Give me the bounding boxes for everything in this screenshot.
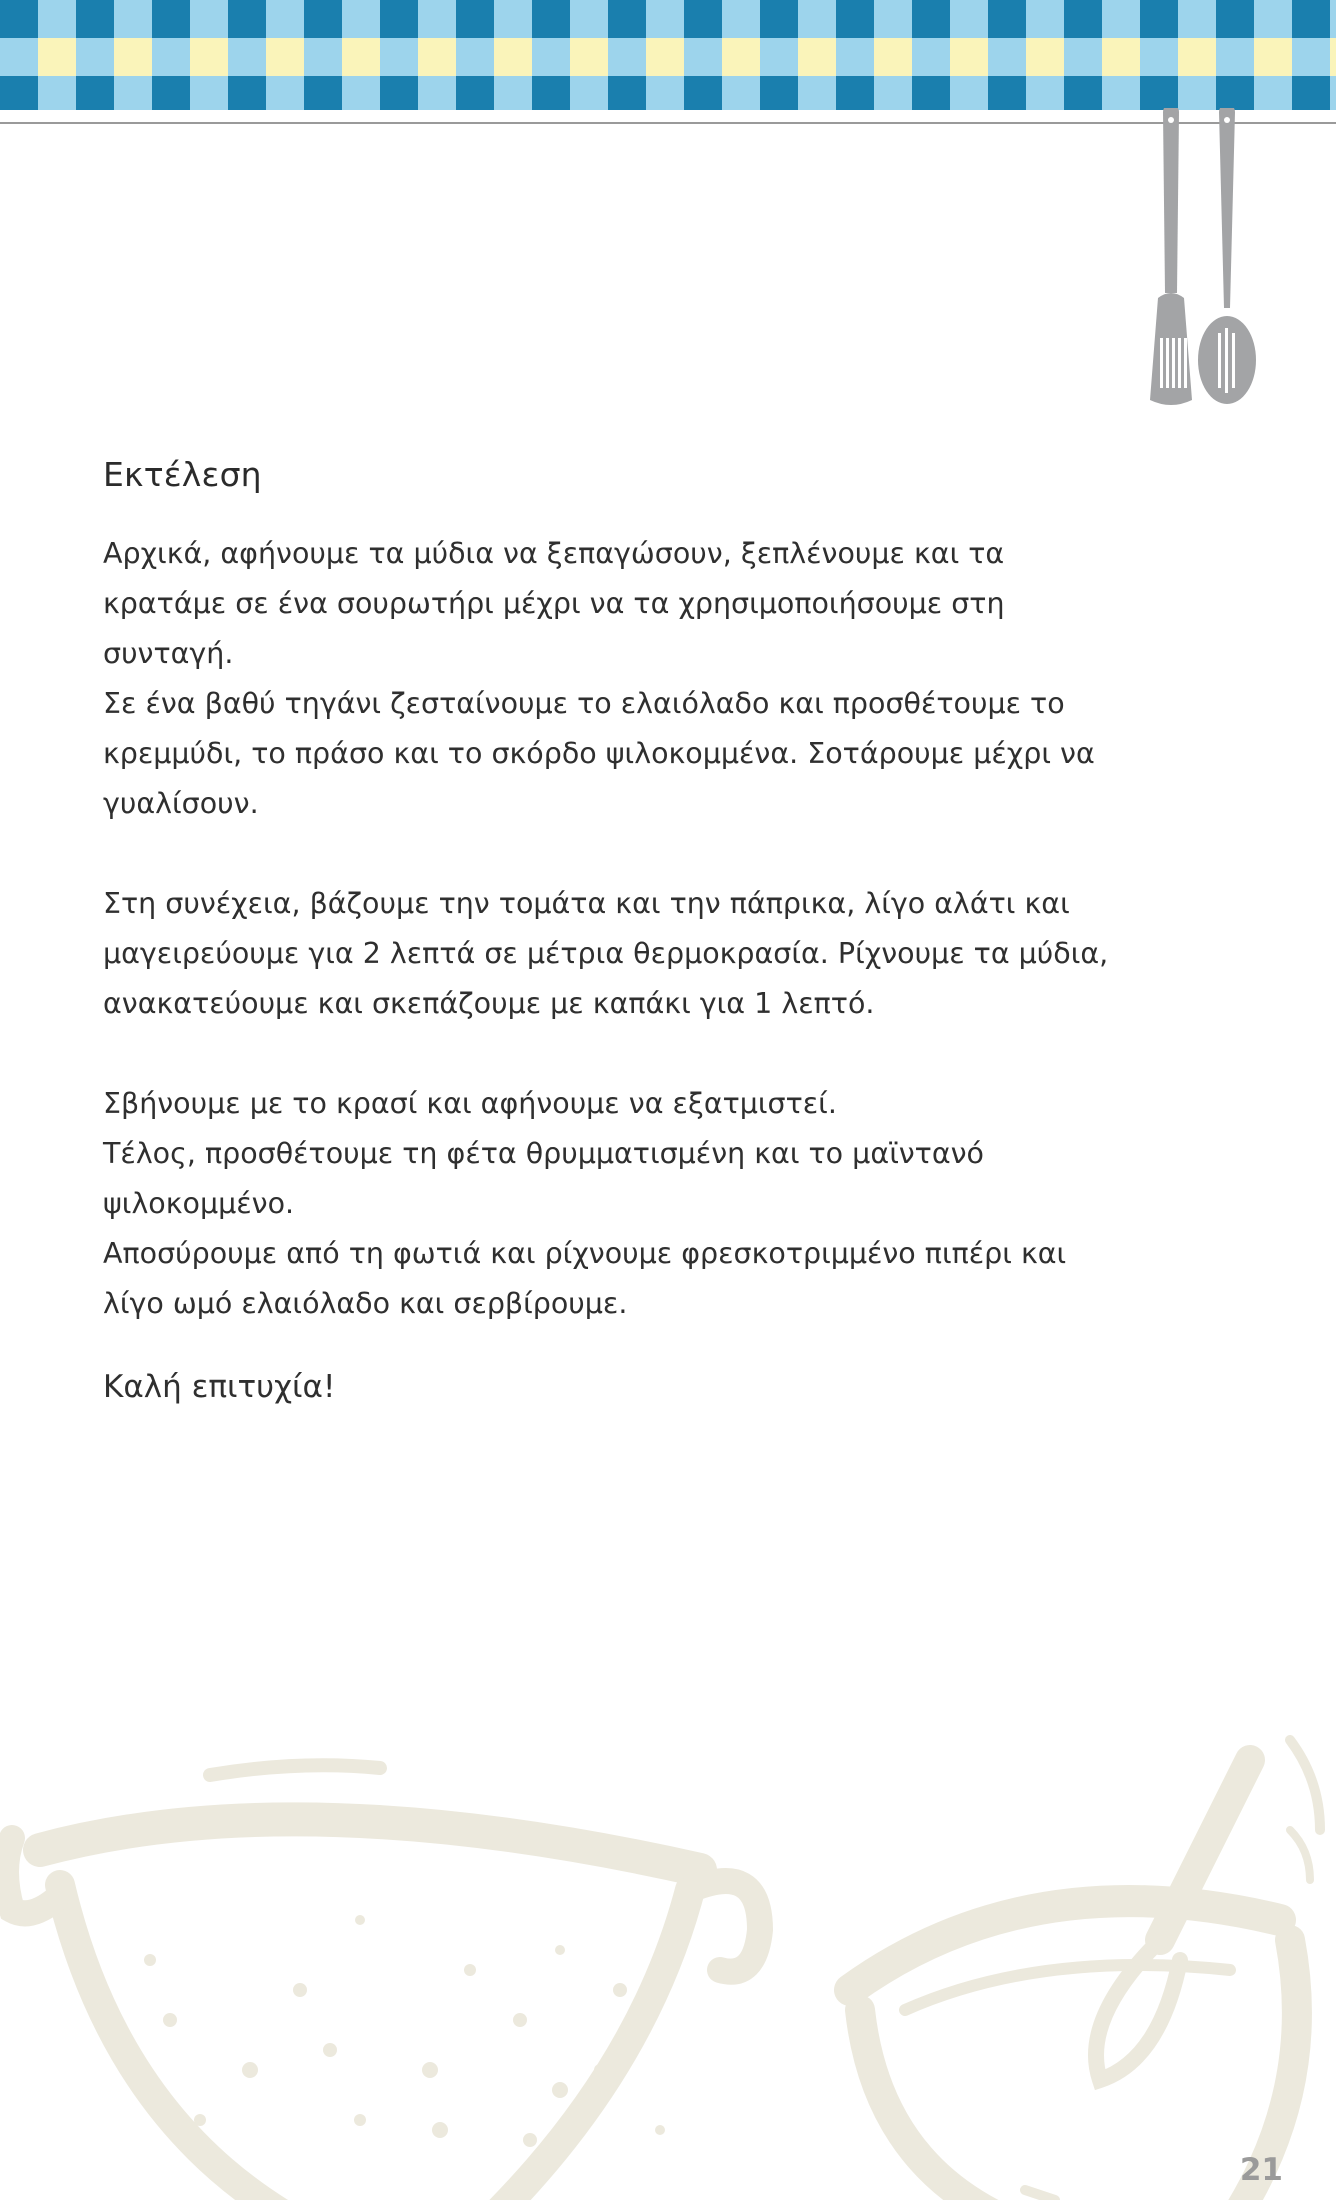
paragraph-gap [103,829,1183,879]
gingham-banner [0,0,1336,110]
instruction-paragraph: Αρχικά, αφήνουμε τα μύδια να ξεπαγώσουν, ξεπλένουμε και τα κρατάμε σε ένα σουρωτήρι μέχρι να τα χρησιμοποιήσουμε στη συνταγή. [103,536,1005,670]
mixing-bowl-whisk-icon [850,1740,1320,2200]
instruction-paragraph: Σε ένα βαθύ τηγάνι ζεσταίνουμε το ελαιόλαδο και προσθέτουμε το κρεμμύδι, το πράσο και το σκόρδο ψιλοκομμένα. Σοτάρουμε μέχρι να γυαλίσουν. [103,686,1095,820]
instruction-paragraph: Αποσύρουμε από τη φωτιά και ρίχνουμε φρεσκοτριμμένο πιπέρι και λίγο ωμό ελαιόλαδο και σερβίρουμε. [103,1236,1067,1320]
paragraph-gap [103,1029,1183,1079]
instruction-paragraph: Στη συνέχεια, βάζουμε την τομάτα και την πάπρικα, λίγο αλάτι και μαγειρεύουμε για 2 λεπτά σε μέτρια θερμοκρασία. Ρίχνουμε τα μύδια, ανακατεύουμε και σκεπάζουμε με καπάκι για 1 λεπτό. [103,886,1109,1020]
instruction-paragraph: Σβήνουμε με το κρασί και αφήνουμε να εξατμιστεί. [103,1086,837,1120]
section-heading: Εκτέλεση [103,455,262,494]
instruction-paragraph: Τέλος, προσθέτουμε τη φέτα θρυμματισμένη και το μαϊντανό ψιλοκομμένο. [103,1136,984,1220]
kitchen-illustrations [0,1720,1336,2200]
hanging-utensils [1120,108,1260,408]
closing-wish: Καλή επιτυχία! [103,1368,336,1405]
slotted-spoon-icon [1198,108,1256,404]
colander-icon [6,1765,760,2200]
spatula-icon [1150,108,1192,405]
recipe-instructions [103,455,1183,1406]
page-number: 21 [1239,2152,1283,2188]
